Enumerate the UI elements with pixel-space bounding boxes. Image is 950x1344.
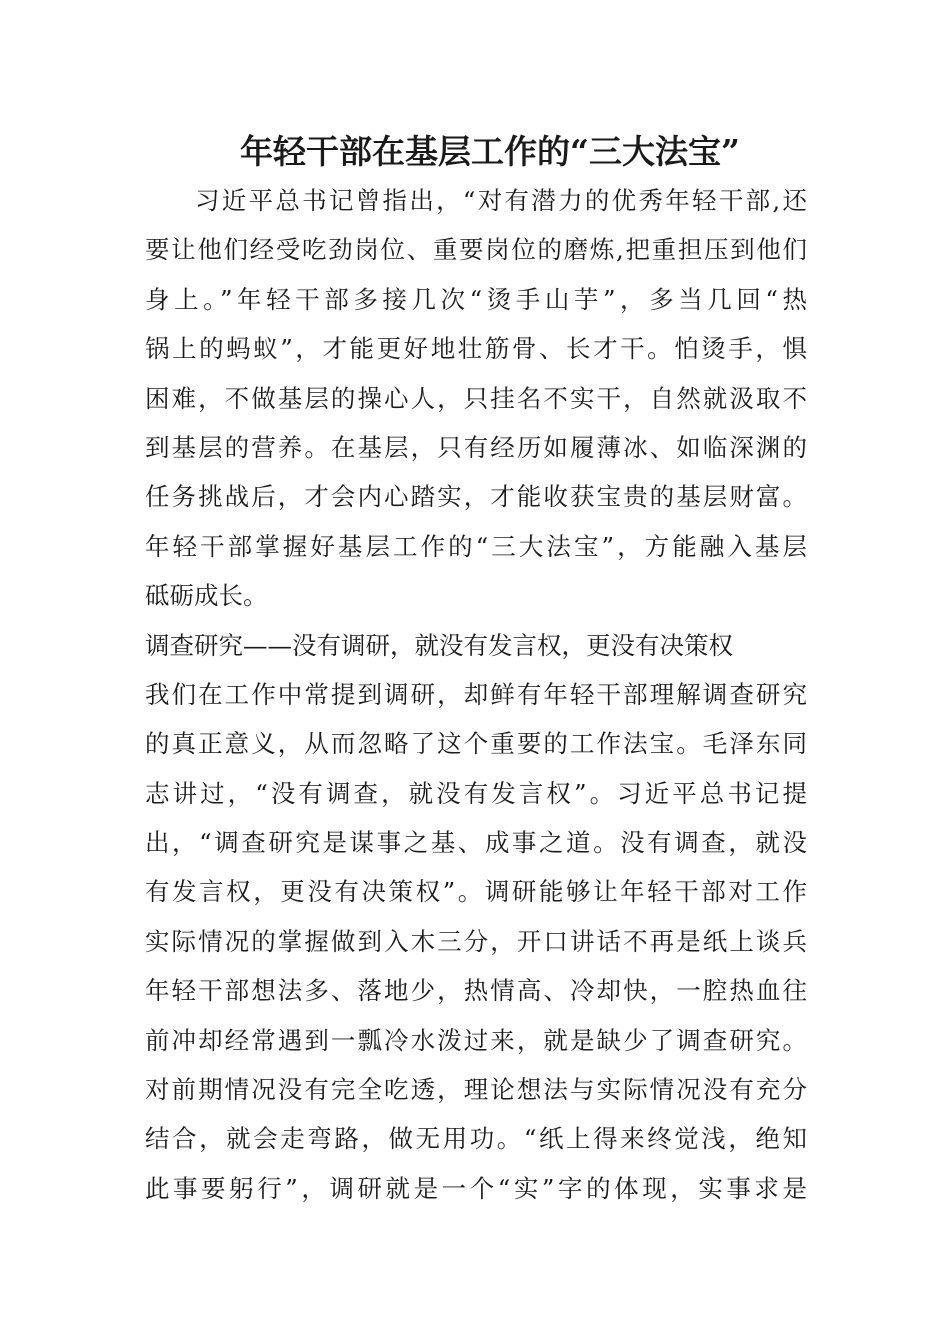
text-line: 要让他们经受吃劲岗位、重要岗位的磨炼,把重担压到他们 bbox=[145, 235, 807, 265]
text-line: 年轻干部掌握好基层工作的“三大法宝”，方能融入基层 bbox=[145, 531, 807, 561]
text-line: 我们在工作中常提到调研，却鲜有年轻干部理解调查研究 bbox=[145, 679, 807, 709]
text-line: 对前期情况没有完全吃透，理论想法与实际情况没有充分 bbox=[145, 1075, 807, 1105]
text-line: 结合，就会走弯路，做无用功。“纸上得来终觉浅，绝知 bbox=[145, 1124, 807, 1154]
text-line: 有发言权，更没有决策权”。调研能够让年轻干部对工作 bbox=[145, 877, 807, 907]
text-line: 志讲过，“没有调查，就没有发言权”。习近平总书记提 bbox=[145, 778, 807, 808]
text-line: 锅上的蚂蚁”，才能更好地壮筋骨、长才干。怕烫手，惧 bbox=[145, 334, 807, 364]
text-line: 困难，不做基层的操心人，只挂名不实干，自然就汲取不 bbox=[145, 383, 807, 413]
text-line: 出，“调查研究是谋事之基、成事之道。没有调查，就没 bbox=[145, 828, 807, 858]
text-line: 到基层的营养。在基层，只有经历如履薄冰、如临深渊的 bbox=[145, 432, 807, 462]
document-body bbox=[145, 176, 807, 1213]
document-title: 年轻干部在基层工作的“三大法宝” bbox=[240, 132, 740, 171]
text-line: 前冲却经常遇到一瓢冷水泼过来，就是缺少了调查研究。 bbox=[145, 1025, 807, 1055]
text-line: 砥砺成长。 bbox=[145, 581, 268, 611]
text-line: 的真正意义，从而忽略了这个重要的工作法宝。毛泽东同 bbox=[145, 729, 807, 759]
text-line: 年轻干部想法多、落地少，热情高、冷却快，一腔热血往 bbox=[145, 976, 807, 1006]
text-line: 实际情况的掌握做到入木三分，开口讲话不再是纸上谈兵 bbox=[145, 926, 807, 956]
text-line: 任务挑战后，才会内心踏实，才能收获宝贵的基层财富。 bbox=[145, 482, 807, 512]
document-page bbox=[145, 128, 807, 1213]
text-line: 此事要躬行”，调研就是一个“实”字的体现，实事求是 bbox=[145, 1173, 807, 1203]
text-line: 身上。”年轻干部多接几次“烫手山芋”，多当几回“热 bbox=[145, 284, 807, 314]
text-line: 调查研究——没有调研，就没有发言权，更没有决策权 bbox=[145, 630, 733, 660]
text-line: 习近平总书记曾指出，“对有潜力的优秀年轻干部,还 bbox=[195, 186, 807, 215]
